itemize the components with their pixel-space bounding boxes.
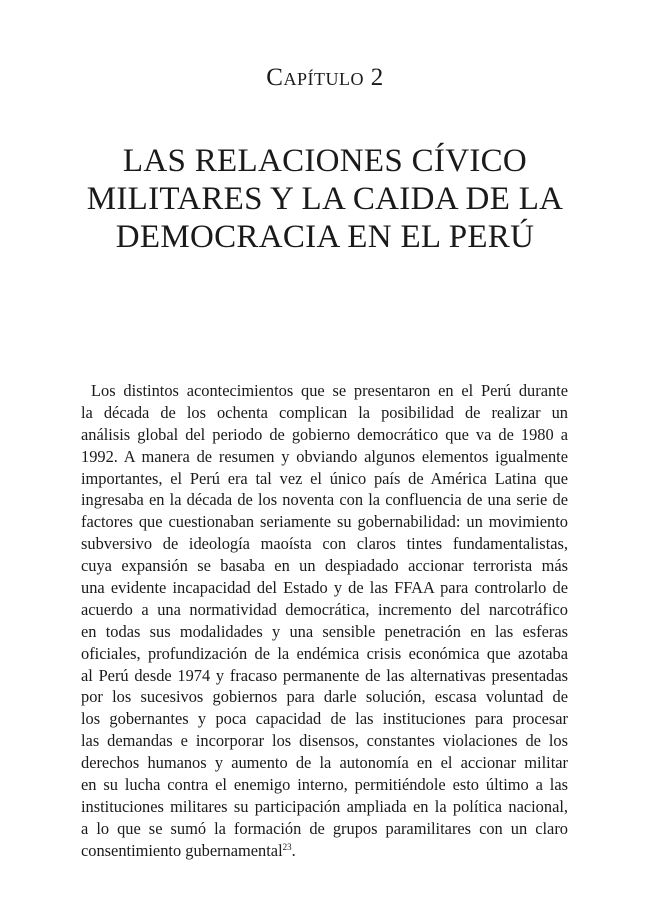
paragraph-line: en todas sus modalidades y una sensible penetración en las esferas (81, 621, 568, 641)
chapter-title (60, 142, 590, 256)
paragraph-line: importantes, el Perú era tal vez el único país de América Latina que (81, 468, 568, 488)
paragraph-line: la década de los ochenta complican la posibilidad de realizar un (81, 402, 568, 422)
title-line: MILITARES Y LA CAIDA DE LA (86, 181, 564, 217)
last-line-period: . (291, 840, 296, 860)
title-line: LAS RELACIONES CÍVICO (122, 143, 528, 179)
paragraph-line: análisis global del periodo de gobierno democrático que va de 1980 a (81, 424, 568, 444)
paragraph-line: al Perú desde 1974 y fracaso permanente de las alternativas presentadas (81, 665, 568, 685)
paragraph-line: factores que cuestionaban seriamente su gobernabilidad: un movimiento (81, 512, 568, 532)
paragraph-line: subversivo de ideología maoísta con claros tintes fundamentalistas, (81, 534, 568, 554)
paragraph-line: derechos humanos y aumento de la autonomía en el accionar militar (81, 753, 568, 773)
body-paragraph (81, 380, 568, 862)
paragraph-line: una evidente incapacidad del Estado y de las FFAA para controlarlo de (81, 578, 568, 598)
paragraph-line: instituciones militares su participación ampliada en la política nacional, (81, 796, 568, 816)
paragraph-line: en su lucha contra el enemigo interno, permitiéndole esto último a las (81, 775, 568, 795)
paragraph-line: las demandas e incorporar los disensos, constantes violaciones de los (81, 731, 568, 751)
paragraph-last-line (81, 840, 568, 862)
last-line-text: consentimiento gubernamental (81, 840, 283, 860)
paragraph-line: 1992. A manera de resumen y obviando algunos elementos igualmente (81, 446, 568, 466)
chapter-label: Capítulo 2 (266, 64, 384, 91)
paragraph-line: acuerdo a una normatividad democrática, incremento del narcotráfico (81, 599, 568, 619)
paragraph-line: a lo que se sumó la formación de grupos paramilitares con un claro (81, 818, 568, 838)
paragraph-line: ingresaba en la década de los noventa con la confluencia de una serie de (81, 490, 568, 510)
title-line: DEMOCRACIA EN EL PERÚ (115, 219, 535, 255)
paragraph-line: por los sucesivos gobiernos para darle solución, escasa voluntad de (81, 687, 568, 707)
paragraph-line: oficiales, profundización de la endémica crisis económica que azotaba (81, 643, 568, 663)
footnote-reference[interactable]: 23 (282, 841, 292, 852)
paragraph-line: los gobernantes y poca capacidad de las instituciones para procesar (81, 709, 568, 729)
paragraph-line: cuya expansión se basaba en un despiadado accionar terrorista más (81, 556, 568, 576)
paragraph-line: Los distintos acontecimientos que se presentaron en el Perú durante (91, 381, 568, 400)
